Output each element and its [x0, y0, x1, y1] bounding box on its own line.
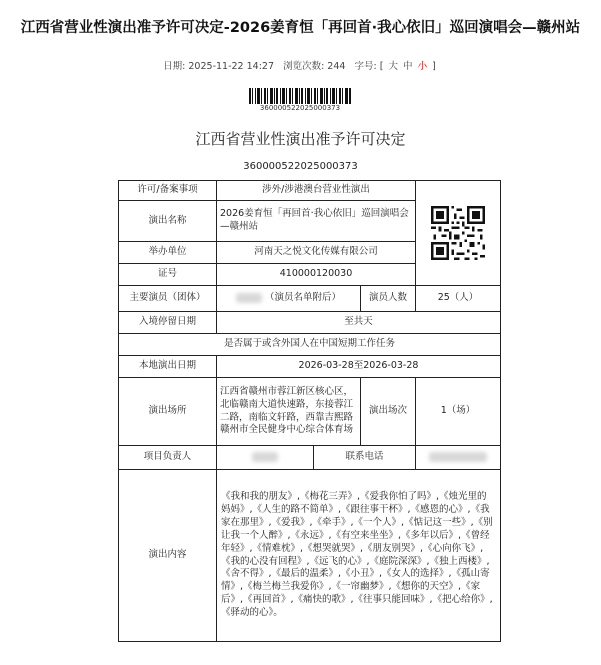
license-value: 410000120030	[217, 264, 416, 286]
performer-cell	[217, 286, 361, 312]
redacted-phone	[429, 452, 487, 462]
table-row	[119, 446, 501, 470]
content-label: 演出内容	[119, 470, 217, 642]
phone-cell	[416, 446, 501, 470]
page-headline: 江西省营业性演出准予许可决定-2026姜育恒「再回首·我心依旧」巡回演唱会—赣州站	[20, 20, 581, 36]
permit-type-value: 涉外/涉港澳台营业性演出	[217, 181, 416, 201]
phone-label: 联系电话	[314, 446, 416, 470]
table-row	[119, 470, 501, 642]
organizer-value: 河南天之悦文化传媒有限公司	[217, 242, 416, 264]
show-name-label: 演出名称	[119, 201, 217, 242]
document-title: 江西省营业性演出准予许可决定	[195, 130, 406, 148]
table-row	[119, 181, 501, 201]
show-name-value: 2026姜育恒「再回首·我心依旧」巡回演唱会—赣州站	[217, 201, 416, 242]
views-label: 浏览次数:	[283, 61, 325, 72]
venue-label: 演出场所	[119, 378, 217, 446]
document-number: 360000522025000373	[243, 161, 358, 172]
organizer-label: 举办单位	[119, 242, 217, 264]
manager-label: 项目负责人	[119, 446, 217, 470]
permit-type-label: 许可/备案事项	[119, 181, 217, 201]
table-row	[119, 356, 501, 378]
content-value: 《我和我的朋友》,《梅花三弄》,《爱我你怕了吗》,《烛光里的妈妈》,《人生的路不简单》,《跟往事干杯》,《感恩的心》,《我家在那里》,《爱我》,《牵手》,《一个人》,《惦记这一些》,《别让我一个人醉》,《永远》,《有空来坐坐》,《多年以后》,《曾经年轻》,《情难枕》,《想哭就哭》,《朋友别哭》,《心向你飞》,《我的心没有回程》,《远飞的心》,《庭院深深》,《独上西楼》,《舍不得》,《最后的温柔》,《小丑》,《女人的选择》,《孤山寄情》,《梅兰梅兰我爱你》,《一帘幽梦》,《想你的天空》,《家后》,《再回首》,《痛快的歌》,《往事只能回味》,《把心给你》,《驿动的心》。	[217, 470, 501, 642]
stay-label: 入境停留日期	[119, 312, 217, 334]
performer-value: （演员名单附后）	[265, 292, 342, 304]
barcode-number: 360000522025000373	[259, 104, 341, 112]
date-label: 本地演出日期	[119, 356, 217, 378]
shows-value: 1（场）	[416, 378, 501, 446]
fontsize-large-link[interactable]: 大	[388, 61, 400, 72]
article-meta	[0, 58, 601, 72]
fontsize-medium-link[interactable]: 中	[403, 61, 415, 72]
qr-code-image	[431, 206, 485, 260]
fontsize-open-bracket: [	[379, 61, 386, 72]
date-value: 2025-11-22 14:27	[188, 61, 274, 72]
performer-count-value: 25（人）	[416, 286, 501, 312]
permit-table	[118, 180, 501, 642]
table-row	[119, 312, 501, 334]
date-label: 日期:	[163, 61, 186, 72]
table-row	[119, 378, 501, 446]
fontsize-close-bracket: ]	[432, 61, 438, 72]
manager-cell	[217, 446, 314, 470]
venue-value: 江西省赣州市蓉江新区核心区，北临赣南大道快速路，东接蓉江二路，南临文轩路，西靠吉熙路赣州市全民健身中心综合体育场	[217, 378, 361, 446]
license-label: 证号	[119, 264, 217, 286]
redacted-manager	[252, 452, 278, 462]
date-value: 2026-03-28至2026-03-28	[217, 356, 501, 378]
redacted-name	[236, 293, 262, 303]
table-row	[119, 334, 501, 356]
table-row	[119, 286, 501, 312]
fontsize-small-link[interactable]: 小	[417, 61, 430, 72]
stay-value: 至共天	[217, 312, 501, 334]
shows-label: 演出场次	[361, 378, 416, 446]
qr-cell	[416, 181, 501, 286]
barcode-image	[248, 88, 352, 104]
fontsize-label: 字号:	[354, 61, 377, 72]
performer-count-label: 演员人数	[361, 286, 416, 312]
performer-label: 主要演员（团体）	[119, 286, 217, 312]
views-value: 244	[327, 61, 346, 72]
foreign-work-text: 是否属于或含外国人在中国短期工作任务	[119, 334, 501, 356]
